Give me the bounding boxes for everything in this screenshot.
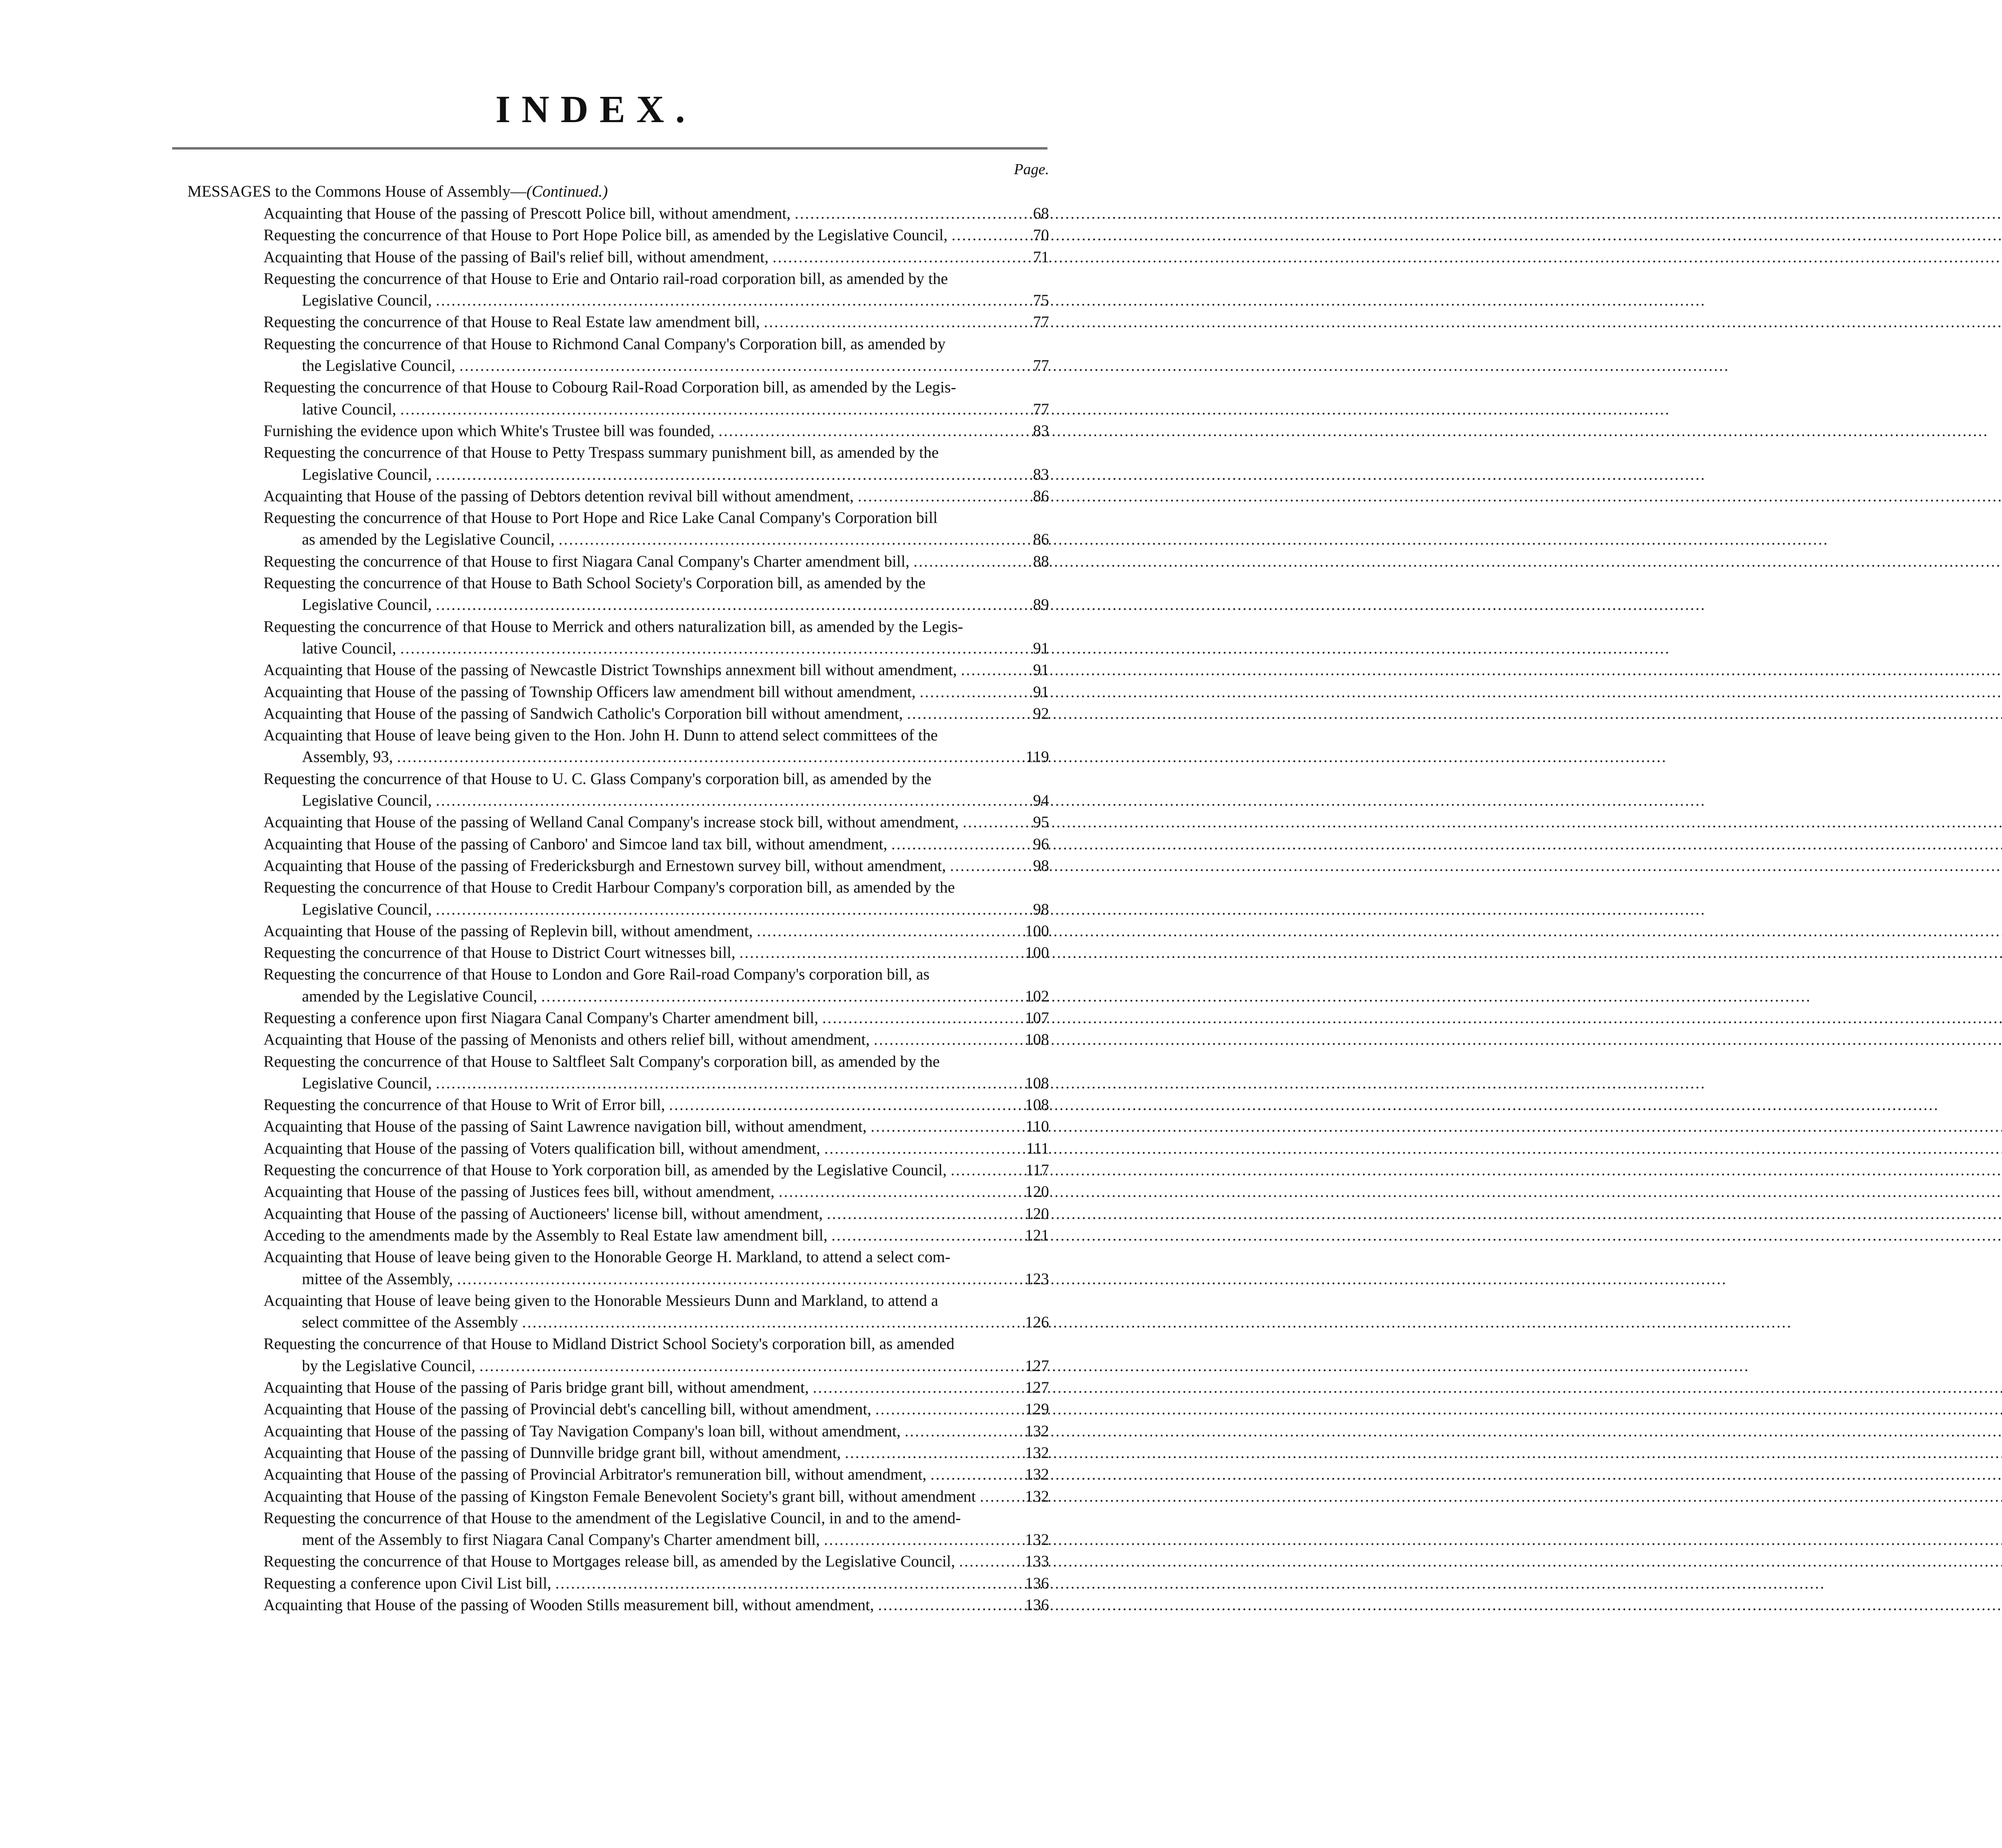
index-entry-line — [263, 1290, 1049, 1311]
index-entry-text: Requesting the concurrence of that House to District Court witnesses bill, — [263, 943, 736, 962]
index-entry — [263, 833, 1049, 855]
index-entry-text: Acquainting that House of the passing of Provincial debt's cancelling bill, without amendment, — [263, 1400, 872, 1418]
index-entry-line — [263, 1094, 1049, 1116]
index-entry — [263, 1094, 1049, 1116]
page-number: 86 — [1033, 530, 1049, 549]
index-entry — [263, 485, 1049, 507]
index-entry-line — [263, 1181, 1049, 1203]
index-entry — [263, 1290, 1049, 1333]
index-entry-text: Requesting the concurrence of that House to Writ of Error bill, — [263, 1096, 665, 1114]
index-entry-text: lative Council, — [302, 639, 396, 657]
index-entry-line — [263, 551, 1049, 572]
dot-leader — [950, 855, 1022, 877]
index-entry-line — [263, 1246, 1049, 1268]
page-number: 120 — [1025, 1204, 1049, 1223]
index-entry-text: Acquainting that House of the passing of Paris bridge grant bill, without amendment, — [263, 1378, 809, 1397]
index-entry-line — [263, 224, 1049, 246]
page-number: 70 — [1033, 226, 1049, 244]
index-entry — [263, 442, 1049, 485]
index-entry-line — [263, 1573, 1049, 1594]
index-entry-text: as amended by the Legislative Council, — [302, 530, 555, 549]
index-entry-text: Acquainting that House of the passing of Kingston Female Benevolent Society's grant bill, without amendment — [263, 1487, 976, 1505]
index-entry-text: Requesting the concurrence of that House to Saltfleet Salt Company's corporation bill, as amended by the — [263, 1052, 940, 1070]
dot-leader — [479, 1355, 1021, 1377]
index-entry — [263, 572, 1049, 616]
index-entry-text: Requesting the concurrence of that House to Port Hope Police bill, as amended by the Legislative Council, — [263, 226, 948, 244]
index-entry-line — [263, 572, 1049, 594]
index-entry — [263, 224, 1049, 246]
index-entry — [263, 203, 1049, 224]
index-entry-text: Requesting the concurrence of that House to Cobourg Rail-Road Corporation bill, as amended by the Legis- — [263, 378, 956, 396]
dot-leader — [459, 355, 1022, 376]
index-entry — [263, 1181, 1049, 1203]
index-entry — [263, 1377, 1049, 1398]
index-entry-continuation-line — [263, 1311, 1049, 1333]
index-entry-text: Acquainting that House of the passing of Dunnville bridge grant bill, without amendment, — [263, 1443, 841, 1462]
index-entry — [263, 811, 1049, 833]
index-entry-text: Requesting the concurrence of that House to Merrick and others naturalization bill, as amended by the Legis- — [263, 617, 963, 635]
page-number: 77 — [1033, 356, 1049, 375]
index-entry-text: Acquainting that House of leave being given to the Honorable George H. Markland, to attend a select com- — [263, 1248, 951, 1266]
index-entry-line — [263, 703, 1049, 724]
index-entry — [263, 1138, 1049, 1159]
index-entry-text: Requesting the concurrence of that House to Midland District School Society's corporation bill, as amended — [263, 1335, 955, 1353]
index-entry — [263, 1029, 1049, 1050]
index-entry-line — [263, 768, 1049, 790]
index-entry-line — [263, 1225, 1049, 1246]
dot-leader — [905, 1420, 1021, 1442]
dot-leader — [457, 1268, 1021, 1290]
index-entry — [263, 616, 1049, 660]
index-entry-text: Acquainting that House of the passing of Provincial Arbitrator's remuneration bill, without amendment, — [263, 1465, 927, 1484]
index-entry-text: Legislative Council, — [302, 1074, 432, 1092]
index-entry-line — [263, 246, 1049, 268]
index-entry-line — [263, 681, 1049, 703]
index-entry-continuation-line — [263, 529, 1049, 550]
index-entry — [263, 920, 1049, 942]
index-entry — [263, 311, 1049, 333]
page-number: 71 — [1033, 247, 1049, 266]
index-entry-line — [263, 1116, 1049, 1137]
index-entry-text: Requesting a conference upon first Niagara Canal Company's Charter amendment bill, — [263, 1008, 818, 1027]
index-entry-continuation-line — [263, 790, 1049, 811]
page-number: 117 — [1025, 1161, 1049, 1179]
index-entry-text: Requesting the concurrence of that House to the amendment of the Legislative Council, in and to the amend- — [263, 1508, 961, 1527]
index-entry-text: amended by the Legislative Council, — [302, 987, 537, 1005]
dot-leader — [824, 1529, 1021, 1550]
dot-leader — [436, 899, 1022, 920]
index-entry-line — [263, 1398, 1049, 1420]
index-entry-text: Acquainting that House of the passing of Sandwich Catholic's Corporation bill without amendment, — [263, 704, 903, 722]
index-entry-text: Requesting the concurrence of that House to Port Hope and Rice Lake Canal Company's Corporation bill — [263, 509, 938, 527]
index-entry-line — [263, 1333, 1049, 1355]
index-entry-continuation-line — [263, 398, 1049, 420]
index-entry-line — [263, 333, 1049, 355]
dot-leader — [963, 811, 1022, 833]
dot-leader — [436, 290, 1022, 311]
page-number: 94 — [1033, 791, 1049, 810]
dot-leader — [907, 703, 1022, 724]
index-entry-text: Furnishing the evidence upon which White's Trustee bill was founded, — [263, 421, 715, 440]
page-number: 126 — [1025, 1313, 1049, 1331]
index-entry-line — [263, 1051, 1049, 1072]
index-entry-text: Acquainting that House of the passing of Menonists and others relief bill, without amendment, — [263, 1030, 870, 1049]
index-entry-line — [263, 833, 1049, 855]
page-number: 127 — [1025, 1378, 1049, 1397]
index-entry — [263, 1573, 1049, 1594]
index-entry-line — [263, 1159, 1049, 1181]
index-entry-line — [263, 1203, 1049, 1225]
index-entry-line — [263, 376, 1049, 398]
dot-leader — [397, 746, 1021, 768]
index-entry — [263, 1442, 1049, 1464]
index-entry — [263, 963, 1049, 1007]
dot-leader — [980, 1486, 1021, 1507]
index-entry-text: Requesting the concurrence of that House to U. C. Glass Company's corporation bill, as amended by the — [263, 769, 931, 788]
index-entry-line — [263, 811, 1049, 833]
index-entry-continuation-line — [263, 985, 1049, 1007]
index-entry-text: Acquainting that House of the passing of Prescott Police bill, without amendment, — [263, 204, 791, 222]
index-entry — [263, 1594, 1049, 1616]
dot-leader — [522, 1311, 1021, 1333]
dot-leader — [757, 920, 1021, 942]
index-entry-text: Acquainting that House of the passing of Bail's relief bill, without amendment, — [263, 247, 769, 266]
page-number: 132 — [1025, 1530, 1049, 1549]
index-entry — [263, 942, 1049, 963]
index-entry-text: Acceding to the amendments made by the Assembly to Real Estate law amendment bill, — [263, 1226, 828, 1244]
index-entry-line — [263, 1442, 1049, 1464]
index-entry-line — [263, 1138, 1049, 1159]
index-entry-line — [263, 485, 1049, 507]
page-title: INDEX. — [495, 88, 696, 131]
index-entry-line — [263, 1029, 1049, 1050]
dot-leader — [858, 485, 1022, 507]
index-entry-text: Acquainting that House of the passing of Canboro' and Simcoe land tax bill, without amendment, — [263, 835, 888, 853]
index-entry — [263, 768, 1049, 812]
index-entry-text: Legislative Council, — [302, 900, 432, 918]
index-entry — [263, 1246, 1049, 1290]
index-entry — [263, 724, 1049, 768]
page-number: 100 — [1025, 921, 1049, 940]
page-number: 89 — [1033, 595, 1049, 614]
index-entry-continuation-line — [263, 464, 1049, 485]
index-entry — [263, 1420, 1049, 1442]
dot-leader — [845, 1442, 1021, 1464]
dot-leader — [436, 464, 1022, 485]
dot-leader — [959, 1550, 1021, 1572]
dot-leader — [824, 1138, 1022, 1159]
index-entry-line — [263, 1486, 1049, 1507]
index-entry — [263, 420, 1049, 442]
dot-leader — [920, 681, 1022, 703]
index-entry-text: Requesting the concurrence of that House to Real Estate law amendment bill, — [263, 313, 760, 331]
index-entry — [263, 1507, 1049, 1551]
index-entry-continuation-line — [263, 746, 1049, 768]
index-entry-text: Legislative Council, — [302, 291, 432, 310]
index-entry-text: Requesting the concurrence of that House to first Niagara Canal Company's Charter amendment bill, — [263, 552, 910, 570]
index-entry-line — [263, 1377, 1049, 1398]
dot-leader — [764, 311, 1022, 333]
index-entry-text: Acquainting that House of the passing of Debtors detention revival bill without amendment, — [263, 487, 854, 505]
page-number: 120 — [1025, 1182, 1049, 1201]
index-entry — [263, 681, 1049, 703]
title-rule — [172, 147, 1047, 149]
dot-leader — [436, 594, 1022, 615]
dot-leader — [436, 1072, 1021, 1094]
page-number: 75 — [1033, 291, 1049, 310]
page-number: 98 — [1033, 856, 1049, 875]
index-entry-text: Legislative Council, — [302, 465, 432, 483]
index-entry — [263, 1550, 1049, 1572]
index-entry — [263, 376, 1049, 420]
index-entry-line — [263, 877, 1049, 898]
dot-leader — [400, 637, 1022, 659]
page-number: 86 — [1033, 487, 1049, 505]
index-entry-text: lative Council, — [302, 400, 396, 418]
index-entry-text: Acquainting that House of the passing of Replevin bill, without amendment, — [263, 921, 753, 940]
dot-leader — [870, 1116, 1021, 1137]
index-entry-line — [263, 268, 1049, 290]
page-number: 102 — [1025, 987, 1049, 1005]
index-entry — [263, 1333, 1049, 1377]
dot-leader — [813, 1377, 1021, 1398]
dot-leader — [772, 246, 1022, 268]
index-entry-text: ment of the Assembly to first Niagara Canal Company's Charter amendment bill, — [302, 1530, 820, 1549]
dot-leader — [951, 224, 1022, 246]
index-entry — [263, 507, 1049, 551]
page-number: 111 — [1026, 1139, 1049, 1157]
index-entry-continuation-line — [263, 899, 1049, 920]
index-entry-line — [263, 1007, 1049, 1029]
page-number: 108 — [1025, 1030, 1049, 1049]
page-number: 108 — [1025, 1074, 1049, 1092]
index-entry-line — [263, 724, 1049, 746]
index-entry-text: select committee of the Assembly — [302, 1313, 518, 1331]
section-heading — [187, 181, 608, 202]
index-entry-text: Requesting the concurrence of that House to York corporation bill, as amended by the Legislative Council, — [263, 1161, 947, 1179]
page-number: 68 — [1033, 204, 1049, 222]
page-number: 92 — [1033, 704, 1049, 722]
index-entry — [263, 1007, 1049, 1029]
index-entry-continuation-line — [263, 1072, 1049, 1094]
index-entry-text: Acquainting that House of the passing of Justices fees bill, without amendment, — [263, 1182, 775, 1201]
index-entry-continuation-line — [263, 1268, 1049, 1290]
page-column-label: Page. — [1014, 161, 1049, 178]
page-number: 132 — [1025, 1422, 1049, 1440]
page-number: 91 — [1033, 661, 1049, 679]
index-entry-text: Requesting a conference upon Civil List bill, — [263, 1574, 551, 1592]
index-entry-line — [263, 659, 1049, 681]
index-entry — [263, 703, 1049, 724]
dot-leader — [832, 1225, 1021, 1246]
page-number: 88 — [1033, 552, 1049, 570]
index-entry-text: Assembly, 93, — [302, 748, 393, 766]
index-entry-line — [263, 1507, 1049, 1529]
page-number: 91 — [1033, 639, 1049, 657]
index-entry-continuation-line — [263, 290, 1049, 311]
index-entry-text: Requesting the concurrence of that House to London and Gore Rail-road Company's corporation bill, as — [263, 965, 930, 983]
dot-leader — [555, 1573, 1021, 1594]
index-entry-line — [263, 1464, 1049, 1485]
dot-leader — [891, 833, 1022, 855]
index-entry-text: Acquainting that House of leave being given to the Hon. John H. Dunn to attend select committees of the — [263, 726, 938, 744]
dot-leader — [400, 398, 1022, 420]
dot-leader — [822, 1007, 1021, 1029]
dot-leader — [875, 1398, 1021, 1420]
page-number: 127 — [1025, 1356, 1049, 1375]
index-entry-continuation-line — [263, 637, 1049, 659]
page-number: 98 — [1033, 900, 1049, 918]
dot-leader — [718, 420, 1022, 442]
index-entry-text: Acquainting that House of leave being given to the Honorable Messieurs Dunn and Markland, to attend a — [263, 1291, 939, 1309]
index-entry-text: mittee of the Assembly, — [302, 1269, 453, 1288]
page-number: 107 — [1025, 1008, 1049, 1027]
index-entry-list — [263, 203, 1049, 1616]
index-entry-line — [263, 942, 1049, 963]
index-entry — [263, 1486, 1049, 1507]
index-entry — [263, 1464, 1049, 1485]
index-entry-line — [263, 1550, 1049, 1572]
page-number: 77 — [1033, 313, 1049, 331]
page-number: 129 — [1025, 1400, 1049, 1418]
dot-leader — [951, 1159, 1021, 1181]
dot-leader — [874, 1029, 1021, 1050]
index-entry-text: Acquainting that House of the passing of Newcastle District Townships annexment bill without amendment, — [263, 661, 957, 679]
index-entry-line — [263, 920, 1049, 942]
index-entry-line — [263, 616, 1049, 637]
page-number: 100 — [1025, 943, 1049, 962]
index-entry-line — [263, 963, 1049, 985]
page-number: 119 — [1025, 748, 1049, 766]
index-entry-text: Acquainting that House of the passing of Auctioneers' license bill, without amendment, — [263, 1204, 823, 1223]
index-entry — [263, 855, 1049, 877]
index-entry-text: Acquainting that House of the passing of Township Officers law amendment bill without amendment, — [263, 682, 916, 701]
index-entry — [263, 551, 1049, 572]
page-number: 121 — [1025, 1226, 1049, 1244]
page-number: 77 — [1033, 400, 1049, 418]
section-heading-continued: (Continued.) — [526, 182, 608, 200]
index-entry — [263, 1203, 1049, 1225]
index-entry-text: Requesting the concurrence of that House to Mortgages release bill, as amended by the Legislative Council, — [263, 1552, 955, 1570]
page-number: 132 — [1025, 1443, 1049, 1462]
index-entry — [263, 268, 1049, 312]
index-entry — [263, 659, 1049, 681]
index-entry-text: Requesting the concurrence of that House to Petty Trespass summary punishment bill, as amended by the — [263, 443, 939, 462]
dot-leader — [878, 1594, 1021, 1616]
index-entry-continuation-line — [263, 594, 1049, 615]
index-entry — [263, 1398, 1049, 1420]
index-entry-continuation-line — [263, 355, 1049, 376]
index-entry-text: Acquainting that House of the passing of Saint Lawrence navigation bill, without amendment, — [263, 1117, 867, 1136]
index-entry — [263, 1225, 1049, 1246]
index-entry-text: Acquainting that House of the passing of Wooden Stills measurement bill, without amendment, — [263, 1596, 874, 1614]
index-entry-continuation-line — [263, 1529, 1049, 1550]
page-number: 91 — [1033, 682, 1049, 701]
dot-leader — [559, 529, 1022, 550]
page-number: 108 — [1025, 1096, 1049, 1114]
index-entry — [263, 1159, 1049, 1181]
page-number: 133 — [1025, 1552, 1049, 1570]
page-number: 110 — [1025, 1117, 1049, 1136]
index-entry-text: the Legislative Council, — [302, 356, 456, 375]
index-entry-continuation-line — [263, 1355, 1049, 1377]
dot-leader — [541, 985, 1021, 1007]
page-number: 83 — [1033, 465, 1049, 483]
dot-leader — [827, 1203, 1021, 1225]
page-number: 136 — [1025, 1574, 1049, 1592]
index-entry — [263, 246, 1049, 268]
index-entry-line — [263, 855, 1049, 877]
index-entry-line — [263, 1594, 1049, 1616]
index-entry-text: Acquainting that House of the passing of Fredericksburgh and Ernestown survey bill, without amendment, — [263, 856, 946, 875]
dot-leader — [436, 790, 1022, 811]
index-entry-text: Acquainting that House of the passing of Voters qualification bill, without amendment, — [263, 1139, 820, 1157]
dot-leader — [669, 1094, 1021, 1116]
page-number: 123 — [1025, 1269, 1049, 1288]
page-number: 96 — [1033, 835, 1049, 853]
index-entry — [263, 333, 1049, 377]
index-entry-text: Acquainting that House of the passing of Welland Canal Company's increase stock bill, without amendment, — [263, 813, 959, 831]
index-entry-line — [263, 203, 1049, 224]
index-entry-line — [263, 311, 1049, 333]
index-entry-line — [263, 442, 1049, 463]
index-entry-text: Requesting the concurrence of that House to Credit Harbour Company's corporation bill, as amended by the — [263, 878, 955, 897]
page-number: 95 — [1033, 813, 1049, 831]
section-heading-name: MESSAGES to the Commons House of Assembly— — [187, 182, 527, 200]
index-entry-text: Acquainting that House of the passing of Tay Navigation Company's loan bill, without amendment, — [263, 1422, 901, 1440]
dot-leader — [931, 1464, 1021, 1485]
index-entry-text: Requesting the concurrence of that House to Erie and Ontario rail-road corporation bill, as amended by the — [263, 269, 948, 288]
dot-leader — [778, 1181, 1021, 1203]
index-entry-text: by the Legislative Council, — [302, 1356, 476, 1375]
index-entry-text: Requesting the concurrence of that House to Richmond Canal Company's Corporation bill, as amended by — [263, 334, 946, 353]
page-number: 132 — [1025, 1465, 1049, 1484]
dot-leader — [913, 551, 1022, 572]
page-number: 83 — [1033, 421, 1049, 440]
dot-leader — [794, 203, 1022, 224]
index-entry-text: Legislative Council, — [302, 791, 432, 810]
dot-leader — [740, 942, 1021, 963]
index-entry-line — [263, 420, 1049, 442]
index-entry-text: Legislative Council, — [302, 595, 432, 614]
page-number: 136 — [1025, 1596, 1049, 1614]
index-entry — [263, 1116, 1049, 1137]
index-entry — [263, 1051, 1049, 1094]
index-entry-line — [263, 1420, 1049, 1442]
page-number: 132 — [1025, 1487, 1049, 1505]
index-entry-line — [263, 507, 1049, 529]
index-entry-text: Requesting the concurrence of that House to Bath School Society's Corporation bill, as amended by the — [263, 574, 926, 592]
dot-leader — [961, 659, 1022, 681]
index-entry — [263, 877, 1049, 920]
